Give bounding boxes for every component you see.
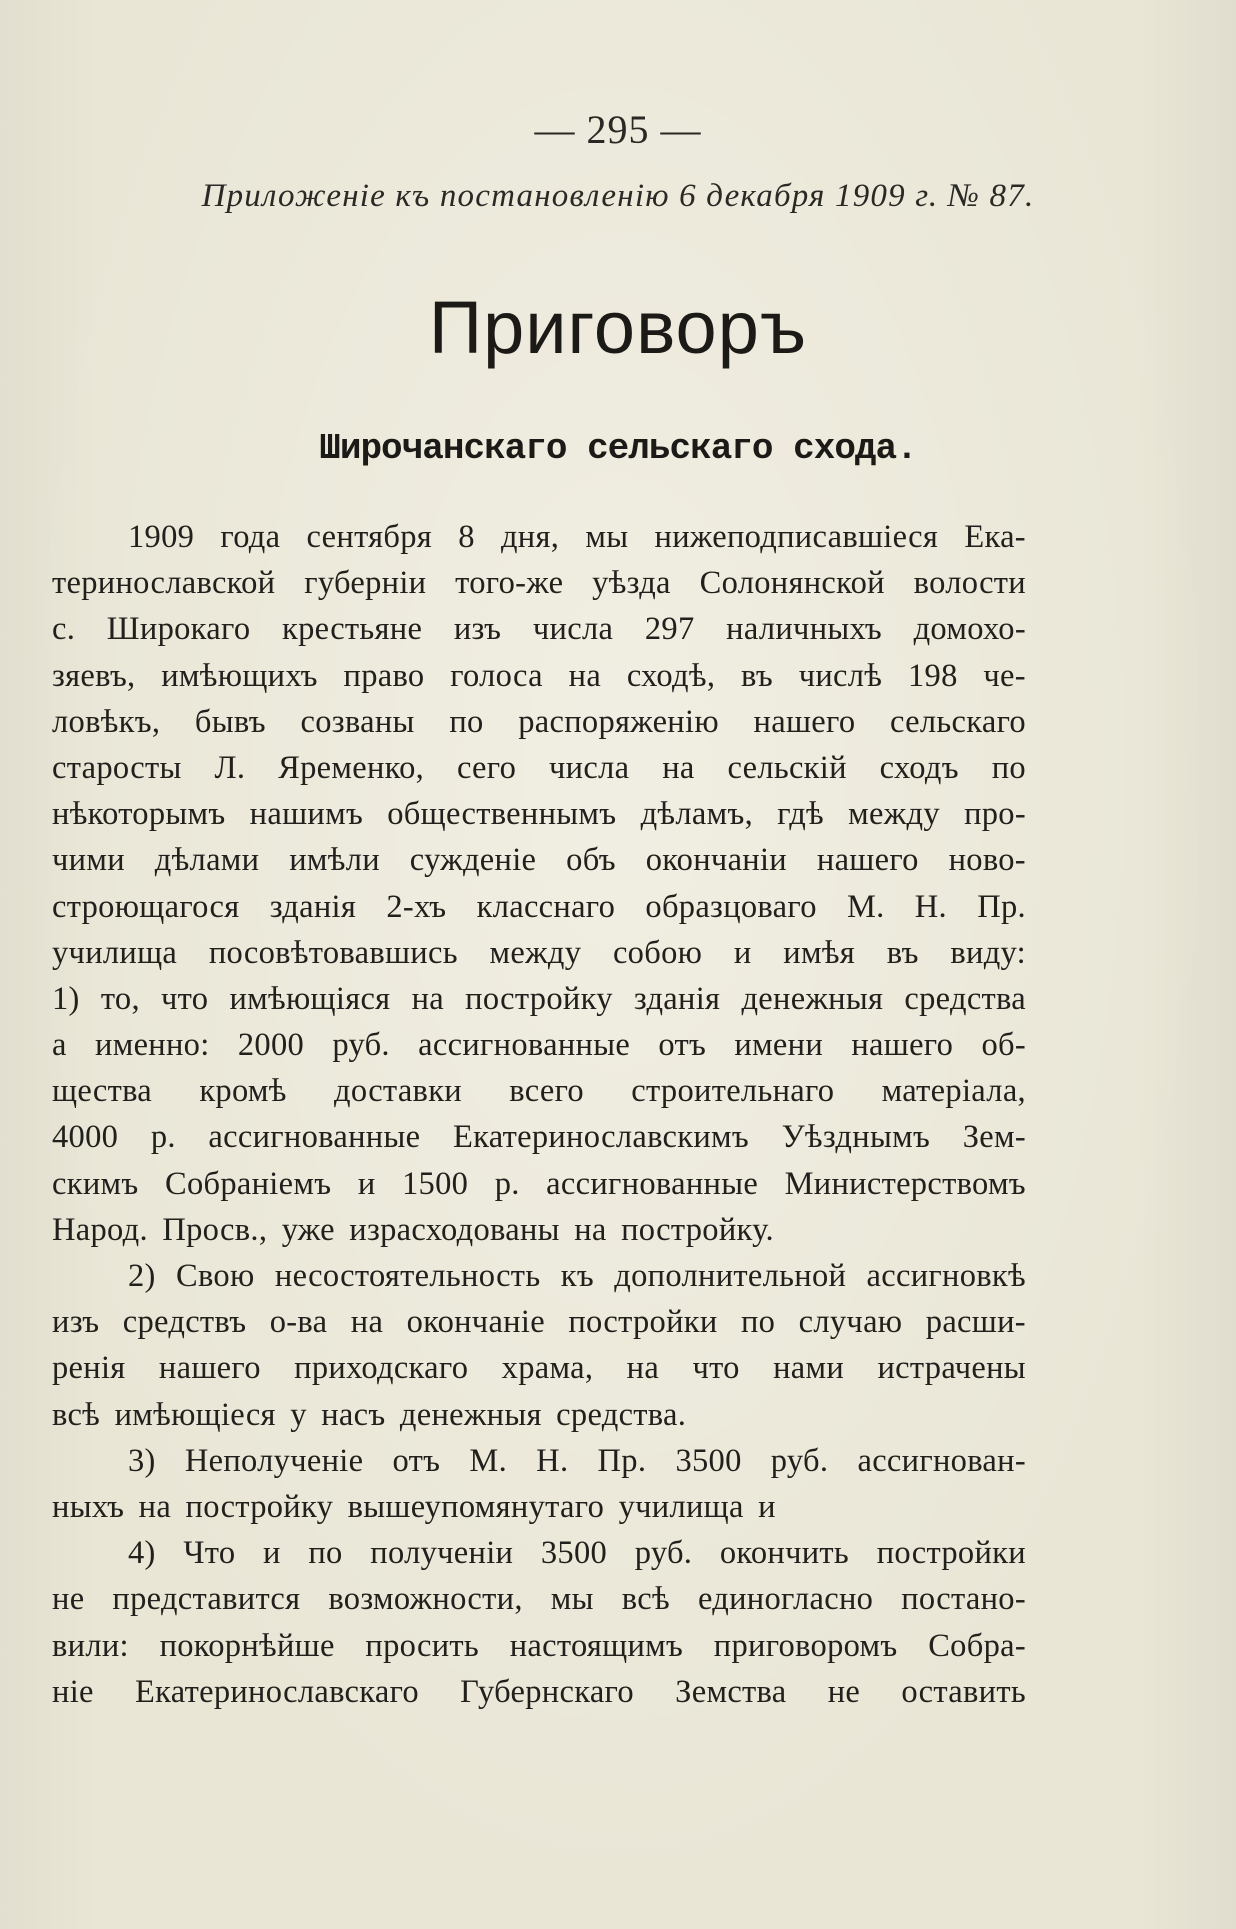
word: то, bbox=[100, 980, 140, 1017]
word: изъ bbox=[453, 611, 502, 648]
word: именно: bbox=[95, 1027, 210, 1064]
word: 1500 bbox=[402, 1165, 469, 1202]
word: руб. bbox=[634, 1535, 693, 1572]
text-line bbox=[52, 1253, 1026, 1299]
text-line bbox=[52, 653, 1026, 699]
word: 1) bbox=[52, 980, 80, 1017]
word: с. bbox=[52, 611, 76, 648]
word: въ bbox=[886, 934, 919, 971]
word: не bbox=[827, 1673, 861, 1710]
text-line bbox=[52, 560, 1026, 606]
word: года bbox=[220, 519, 281, 555]
word: по bbox=[308, 1535, 343, 1572]
word: Что bbox=[183, 1535, 236, 1572]
word: сходъ bbox=[879, 749, 959, 786]
word: Екатеринославскаго bbox=[134, 1673, 419, 1710]
word: Просв., bbox=[162, 1211, 282, 1248]
word: право bbox=[343, 657, 425, 694]
word: Зем- bbox=[962, 1119, 1026, 1156]
word: наличныхъ bbox=[726, 611, 882, 648]
text-line bbox=[52, 1438, 1026, 1484]
word: на bbox=[626, 1350, 660, 1387]
word: Земства bbox=[675, 1673, 787, 1710]
word: 1909 bbox=[128, 519, 195, 555]
word: гдѣ bbox=[777, 796, 824, 833]
word: на bbox=[568, 657, 602, 694]
word: средства bbox=[904, 980, 1026, 1017]
appendix-note: Приложеніе къ постановленію 6 декабря 1909 г. № 87. bbox=[201, 178, 1035, 214]
word: представится bbox=[112, 1581, 301, 1618]
word: посовѣтовавшись bbox=[208, 934, 458, 971]
word: скимъ bbox=[52, 1165, 139, 1202]
word: всѣ bbox=[621, 1581, 670, 1618]
word: въ bbox=[741, 657, 773, 694]
word: про- bbox=[964, 796, 1026, 833]
word: того-же bbox=[455, 565, 564, 602]
word: всего bbox=[509, 1073, 584, 1110]
word: распоряженію bbox=[518, 703, 719, 740]
word: имени bbox=[734, 1027, 824, 1064]
word: и bbox=[758, 1488, 776, 1525]
word: и bbox=[357, 1165, 376, 1202]
word: нашего bbox=[851, 1027, 954, 1064]
text-line bbox=[52, 699, 1026, 745]
word: несостоятельность bbox=[274, 1258, 541, 1294]
word: сельскаго bbox=[890, 703, 1026, 740]
text-line bbox=[52, 791, 1026, 837]
word: имѣющіяся bbox=[229, 980, 391, 1017]
word: по bbox=[740, 1304, 776, 1341]
word: нашего bbox=[158, 1350, 261, 1387]
word: 297 bbox=[644, 611, 695, 648]
word: крестьяне bbox=[282, 611, 423, 648]
word: Пр. bbox=[597, 1442, 647, 1479]
word: теринославской bbox=[52, 565, 276, 602]
word: постройку. bbox=[621, 1211, 774, 1248]
word: образцоваго bbox=[645, 888, 817, 925]
word: дѣламъ, bbox=[640, 796, 754, 833]
text-line bbox=[52, 1530, 1026, 1576]
word: мы bbox=[550, 1581, 594, 1618]
word: средствъ bbox=[122, 1304, 247, 1341]
word: голоса bbox=[450, 657, 543, 694]
text-line bbox=[52, 1392, 1026, 1438]
word: къ bbox=[560, 1258, 594, 1294]
word: приговоромъ bbox=[713, 1627, 898, 1664]
body-text bbox=[52, 514, 1026, 1715]
word: матеріала, bbox=[881, 1073, 1026, 1110]
word: постано- bbox=[901, 1581, 1026, 1618]
word: на bbox=[138, 1488, 186, 1525]
word: ловѣкъ, bbox=[52, 703, 161, 740]
text-line bbox=[52, 606, 1026, 652]
text-line bbox=[52, 1114, 1026, 1160]
word: 8 bbox=[458, 519, 475, 555]
word: объ bbox=[566, 842, 616, 879]
text-line bbox=[52, 1623, 1026, 1669]
word: приходскаго bbox=[294, 1350, 469, 1387]
text-line bbox=[52, 837, 1026, 883]
word: уѣзда bbox=[592, 565, 671, 602]
word: о-ва bbox=[269, 1304, 328, 1341]
word: денежныя bbox=[399, 1396, 557, 1433]
word: насъ bbox=[321, 1396, 400, 1433]
word: а bbox=[52, 1027, 67, 1064]
word: имѣющіеся bbox=[114, 1396, 291, 1433]
word: сельскій bbox=[727, 749, 847, 786]
text-line bbox=[52, 1299, 1026, 1345]
word: имѣли bbox=[289, 842, 380, 879]
word: числа bbox=[549, 749, 630, 786]
word: 4) bbox=[128, 1535, 156, 1572]
word: сентября bbox=[306, 519, 433, 555]
word: ассигнованные bbox=[418, 1027, 631, 1064]
word: на bbox=[574, 1211, 622, 1248]
word: между bbox=[489, 934, 582, 971]
text-line bbox=[52, 1068, 1026, 1114]
word: че- bbox=[983, 657, 1026, 694]
word: губерніи bbox=[304, 565, 427, 602]
word: нашего bbox=[753, 703, 856, 740]
word: строительнаго bbox=[631, 1073, 835, 1110]
word: храма, bbox=[501, 1350, 594, 1387]
word: что bbox=[692, 1350, 740, 1387]
word: Министерствомъ bbox=[784, 1165, 1026, 1202]
word: между bbox=[848, 796, 940, 833]
word: Народ. bbox=[52, 1211, 163, 1248]
word: постройки bbox=[876, 1535, 1026, 1572]
word: домохо- bbox=[913, 611, 1026, 648]
word: возможности, bbox=[328, 1581, 523, 1618]
word: отъ bbox=[658, 1027, 707, 1064]
word: нѣкоторымъ bbox=[52, 796, 226, 833]
word: постройки bbox=[568, 1304, 718, 1341]
word: сужденіе bbox=[409, 842, 537, 879]
word: нашимъ bbox=[249, 796, 364, 833]
word: Собра- bbox=[928, 1627, 1026, 1664]
word: Яременко, bbox=[278, 749, 425, 786]
word: Уѣзднымъ bbox=[781, 1119, 931, 1156]
word: по bbox=[991, 749, 1026, 786]
word: училища bbox=[618, 1488, 759, 1525]
word: всѣ bbox=[52, 1396, 115, 1433]
word: М. bbox=[469, 1442, 508, 1479]
text-line bbox=[52, 930, 1026, 976]
word: расши- bbox=[925, 1304, 1026, 1341]
word: руб. bbox=[770, 1442, 829, 1479]
word: общественнымъ bbox=[387, 796, 617, 833]
word: волости bbox=[913, 565, 1026, 602]
word: окончить bbox=[719, 1535, 850, 1572]
word: р. bbox=[494, 1165, 520, 1202]
word: средства. bbox=[556, 1396, 687, 1433]
text-line bbox=[52, 884, 1026, 930]
word: имѣющихъ bbox=[161, 657, 318, 694]
word: зданія bbox=[269, 888, 357, 925]
word: зяевъ, bbox=[52, 657, 136, 694]
word: на bbox=[350, 1304, 384, 1341]
text-line bbox=[52, 1161, 1026, 1207]
word: р. bbox=[150, 1119, 176, 1156]
word: созваны bbox=[300, 703, 415, 740]
word: щества bbox=[52, 1073, 153, 1110]
text-line bbox=[52, 1669, 1026, 1715]
document-title: Приговоръ bbox=[428, 286, 808, 369]
word: Пр. bbox=[977, 888, 1026, 925]
word: бывъ bbox=[194, 703, 266, 740]
word: Свою bbox=[176, 1258, 255, 1294]
word: на bbox=[662, 749, 695, 786]
word: случаю bbox=[798, 1304, 903, 1341]
word: настоящимъ bbox=[509, 1627, 684, 1664]
text-line bbox=[52, 514, 1026, 560]
word: Ека- bbox=[964, 519, 1026, 555]
page-number: — 295 — bbox=[534, 107, 702, 152]
word: кромѣ bbox=[199, 1073, 287, 1110]
word: Н. bbox=[914, 888, 947, 925]
word: покорнѣйше bbox=[159, 1627, 335, 1664]
word: израсходованы bbox=[349, 1211, 575, 1248]
word: окончаніе bbox=[406, 1304, 545, 1341]
word: Н. bbox=[536, 1442, 569, 1479]
word: ассигнованные bbox=[546, 1165, 759, 1202]
word: 3) bbox=[128, 1442, 156, 1479]
word: изъ bbox=[52, 1304, 100, 1341]
word: числа bbox=[532, 611, 614, 648]
word: 4000 bbox=[52, 1119, 119, 1156]
text-line bbox=[52, 745, 1026, 791]
word: училища bbox=[52, 934, 178, 971]
word: М. bbox=[846, 888, 885, 925]
word: ассигнованные bbox=[208, 1119, 421, 1156]
word: Собраніемъ bbox=[164, 1165, 332, 1202]
word: дня, bbox=[500, 519, 560, 555]
word: зданія bbox=[633, 980, 721, 1017]
word: сего bbox=[456, 749, 517, 786]
word: Екатеринославскимъ bbox=[452, 1119, 750, 1156]
document-subtitle: Широчанскаго сельскаго схода. bbox=[319, 428, 917, 469]
word: 2000 bbox=[237, 1027, 305, 1064]
word: единогласно bbox=[697, 1581, 874, 1618]
word: ассигнован- bbox=[857, 1442, 1026, 1479]
word: строющагося bbox=[52, 888, 240, 925]
word: нами bbox=[773, 1350, 845, 1387]
word: доставки bbox=[334, 1073, 462, 1110]
word: постройку bbox=[185, 1488, 348, 1525]
word: вили: bbox=[52, 1627, 129, 1664]
word: 3500 bbox=[540, 1535, 608, 1572]
word: оставить bbox=[901, 1673, 1026, 1710]
word: сходѣ, bbox=[626, 657, 716, 694]
text-line bbox=[52, 1022, 1026, 1068]
word: и bbox=[263, 1535, 281, 1572]
word: имѣя bbox=[783, 934, 856, 971]
word: и bbox=[733, 934, 752, 971]
word: Неполученіе bbox=[184, 1442, 364, 1479]
word: окончаніи bbox=[645, 842, 788, 879]
word: на bbox=[411, 980, 444, 1017]
word: 3500 bbox=[675, 1442, 742, 1479]
word: числѣ bbox=[798, 657, 883, 694]
word: истрачены bbox=[877, 1350, 1026, 1387]
text-line bbox=[52, 1345, 1026, 1391]
word: 2) bbox=[128, 1258, 156, 1294]
word: по bbox=[449, 703, 484, 740]
word: ново- bbox=[948, 842, 1026, 879]
text-line bbox=[52, 1207, 1026, 1253]
word: 2-хъ bbox=[386, 888, 447, 925]
word: Солонянской bbox=[699, 565, 885, 602]
word: мы bbox=[585, 519, 629, 555]
word: ніе bbox=[52, 1673, 94, 1710]
word: что bbox=[161, 980, 209, 1017]
word: уже bbox=[281, 1211, 350, 1248]
word: ассигновкѣ bbox=[866, 1258, 1026, 1294]
word: не bbox=[52, 1581, 85, 1618]
word: вышеупомянутаго bbox=[347, 1488, 619, 1525]
word: полученіи bbox=[370, 1535, 514, 1572]
word: денежныя bbox=[741, 980, 884, 1017]
word: дополнительной bbox=[614, 1258, 847, 1294]
word: отъ bbox=[392, 1442, 441, 1479]
word: собою bbox=[612, 934, 703, 971]
word: виду: bbox=[950, 934, 1026, 971]
word: ныхъ bbox=[52, 1488, 139, 1525]
word: 198 bbox=[907, 657, 958, 694]
word: у bbox=[290, 1396, 322, 1433]
word: старосты bbox=[52, 749, 182, 786]
text-line bbox=[52, 1484, 1026, 1530]
word: руб. bbox=[332, 1027, 390, 1064]
word: ренія bbox=[52, 1350, 126, 1387]
text-line bbox=[52, 976, 1026, 1022]
word: класснаго bbox=[476, 888, 616, 925]
word: об- bbox=[981, 1027, 1026, 1064]
word: Губернскаго bbox=[460, 1673, 634, 1710]
word: просить bbox=[365, 1627, 480, 1664]
word: дѣлами bbox=[154, 842, 260, 879]
word: Широкаго bbox=[106, 611, 251, 648]
word: нашего bbox=[816, 842, 919, 879]
word: постройку bbox=[465, 980, 613, 1017]
text-line bbox=[52, 1576, 1026, 1622]
word: нижеподписавшіеся bbox=[654, 519, 939, 555]
word: Л. bbox=[214, 749, 246, 786]
word: чими bbox=[52, 842, 125, 879]
